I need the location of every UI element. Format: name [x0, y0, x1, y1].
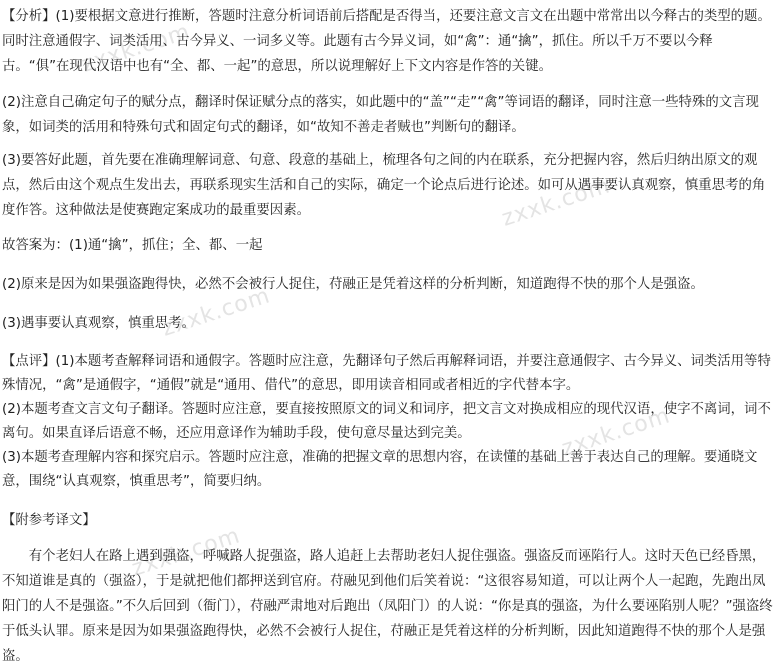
watermark: zxxk.com [128, 523, 244, 582]
analysis-paragraph-3: (3)要答好此题，首先要在准确理解词意、句意、段意的基础上，梳理各句之间的内在联系，充分把握内容，然后归纳出原文的观点，然后由这个观点生发出去，再联系现实生活和自己的实际，确定一个论点后进行论述。如可从遇事要认真观察，慎重思考的角度作答。这种做法是使赛跑定案成功的最重要因素。 [2, 153, 766, 218]
watermark: zxxk.com [158, 283, 274, 342]
analysis-paragraph-1: 【分析】(1)要根据文意进行推断，答题时注意分析词语前后搭配是否得当，还要注意文言文在出题中常常出以今释古的类型的题。同时注意通假字、词类活用、古今异义、一词多义等。此题有古今异义词，如“禽”：通“擒”，抓住。所以千万不要以今释古。“俱”在现代汉语中也有“全、都、一起”的意思，所以说理解好上下文内容是作答的关键。 [2, 9, 771, 74]
answer-line-3: (3)遇事要认真观察，慎重思考。 [2, 316, 196, 331]
comment-paragraph-3: (3)本题考查理解内容和探究启示。答题时应注意，准确的把握文章的思想内容，在读懂的基础上善于表达自己的理解。要通晓文意，围绕“认真观察，慎重思考”，简要归纳。 [2, 450, 758, 489]
comment-paragraph-1: 【点评】(1)本题考查解释词语和通假字。答题时应注意，先翻译句子然后再解释词语，并要注意通假字、古今异义、词类活用等特殊情况，“禽”是通假字，“通假”就是“通用、借代”的意思，即用读音相同或者相近的字代替本字。 [2, 354, 771, 393]
translation-body: 有个老妇人在路上遇到强盗，呼喊路人捉强盗，路人追赶上去帮助老妇人捉住强盗。强盗反而诬陷行人。这时天色已经昏黑，不知道谁是真的（强盗），于是就把他们都押送到官府。苻融见到他们后笑着说：“这很容易知道，可以让两个人一起跑，先跑出凤阳门的人不是强盗。”不久后回到（衙门），苻融严肃地对后跑出（凤阳门）的人说：“你是真的强盗，为什么要诬陷别人呢？”强盗终于低头认罪。原来是因为如果强盗跑得快，必然不会被行人捉住，苻融正是凭着这样的分析判断，因此知道跑得不快的那个人是强盗。 [2, 549, 773, 664]
translation-heading: 【附参考译文】 [2, 513, 96, 528]
answer-line-1: 故答案为：(1)通“擒”，抓住；全、都、一起 [2, 238, 263, 253]
comment-paragraph-2: (2)本题考查文言文句子翻译。答题时应注意，要直接按照原文的词义和词序，把文言文对换成相应的现代汉语，使字不离词，词不离句。如果直译后语意不畅，还应用意译作为辅助手段，使句意尽量达到完美。 [2, 402, 771, 441]
analysis-paragraph-2: (2)注意自己确定句子的赋分点，翻译时保证赋分点的落实，如此题中的“盖”“走”“禽”等词语的翻译，同时注意一些特殊的文言现象，如词类的活用和特殊句式和固定句式的翻译，如“故知不善走者贼也”判断句的翻译。 [2, 95, 759, 135]
watermark: zxxk.com [558, 403, 674, 462]
watermark: zxxk.com [78, 19, 194, 78]
answer-line-2: (2)原来是因为如果强盗跑得快，必然不会被行人捉住，苻融正是凭着这样的分析判断，知道跑得不快的那个人是强盗。 [2, 277, 704, 292]
watermark: zxxk.com [498, 173, 614, 232]
